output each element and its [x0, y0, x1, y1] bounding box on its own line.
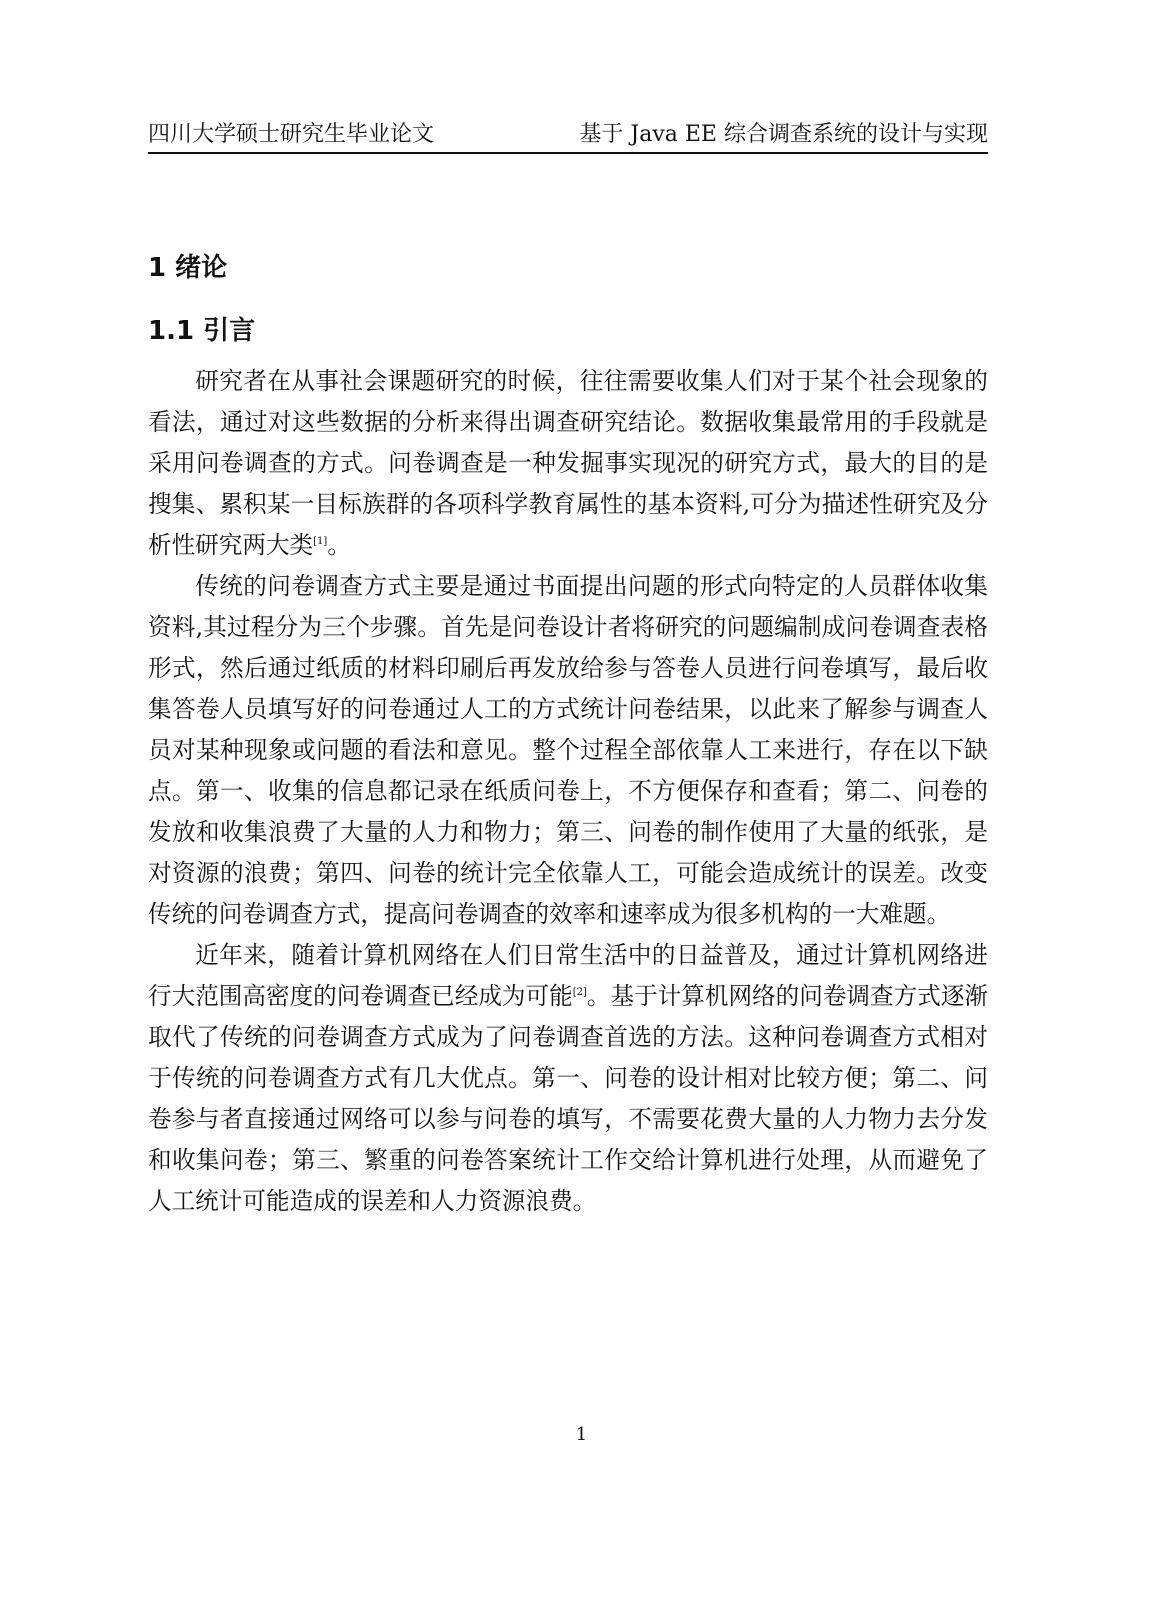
paragraph-1 — [148, 361, 988, 566]
section-heading: 1.1 引言 — [148, 316, 256, 346]
citation-ref-1: [1] — [313, 536, 328, 547]
body-text — [148, 361, 988, 1222]
paragraph-2: 传统的问卷调查方式主要是通过书面提出问题的形式向特定的人员群体收集资料,其过程分为三个步骤。首先是问卷设计者将研究的问题编制成问卷调查表格形式，然后通过纸质的材料印刷后再发放给参与答卷人员进行问卷填写，最后收集答卷人员填写好的问卷通过人工的方式统计问卷结果，以此来了解参与调查人员对某种现象或问题的看法和意见。整个过程全部依靠人工来进行，存在以下缺点。第一、收集的信息都记录在纸质问卷上，不方便保存和查看；第二、问卷的发放和收集浪费了大量的人力和物力；第三、问卷的制作使用了大量的纸张，是对资源的浪费；第四、问卷的统计完全依靠人工，可能会造成统计的误差。改变传统的问卷调查方式，提高问卷调查的效率和速率成为很多机构的一大难题。 — [148, 572, 988, 928]
paragraph-3-text: 近年来，随着计算机网络在人们日常生活中的日益普及，通过计算机网络进行大范围高密度的问卷调查已经成为可能 — [148, 941, 988, 1010]
running-header — [148, 120, 988, 154]
paragraph-1-tail: 。 — [327, 531, 351, 559]
paragraph-1-text: 研究者在从事社会课题研究的时候，往往需要收集人们对于某个社会现象的看法，通过对这些数据的分析来得出调查研究结论。数据收集最常用的手段就是采用问卷调查的方式。问卷调查是一种发掘事实现况的研究方式，最大的目的是搜集、累积某一目标族群的各项科学教育属性的基本资料,可分为描述性研究及分析性研究两大类 — [148, 367, 988, 559]
chapter-heading: 1 绪论 — [148, 253, 228, 283]
page-number: 1 — [575, 1424, 588, 1445]
citation-ref-2: [2] — [572, 987, 587, 998]
header-thesis-label: 四川大学硕士研究生毕业论文 — [148, 122, 435, 147]
paragraph-3 — [148, 935, 988, 1222]
paragraph-3-tail: 。基于计算机网络的问卷调查方式逐渐取代了传统的问卷调查方式成为了问卷调查首选的方法。这种问卷调查方式相对于传统的问卷调查方式有几大优点。第一、问卷的设计相对比较方便；第二、问卷参与者直接通过网络可以参与问卷的填写，不需要花费大量的人力物力去分发和收集问卷；第三、繁重的问卷答案统计工作交给计算机进行处理，从而避免了人工统计可能造成的误差和人力资源浪费。 — [148, 982, 989, 1215]
header-thesis-title: 基于 Java EE 综合调查系统的设计与实现 — [579, 122, 988, 147]
